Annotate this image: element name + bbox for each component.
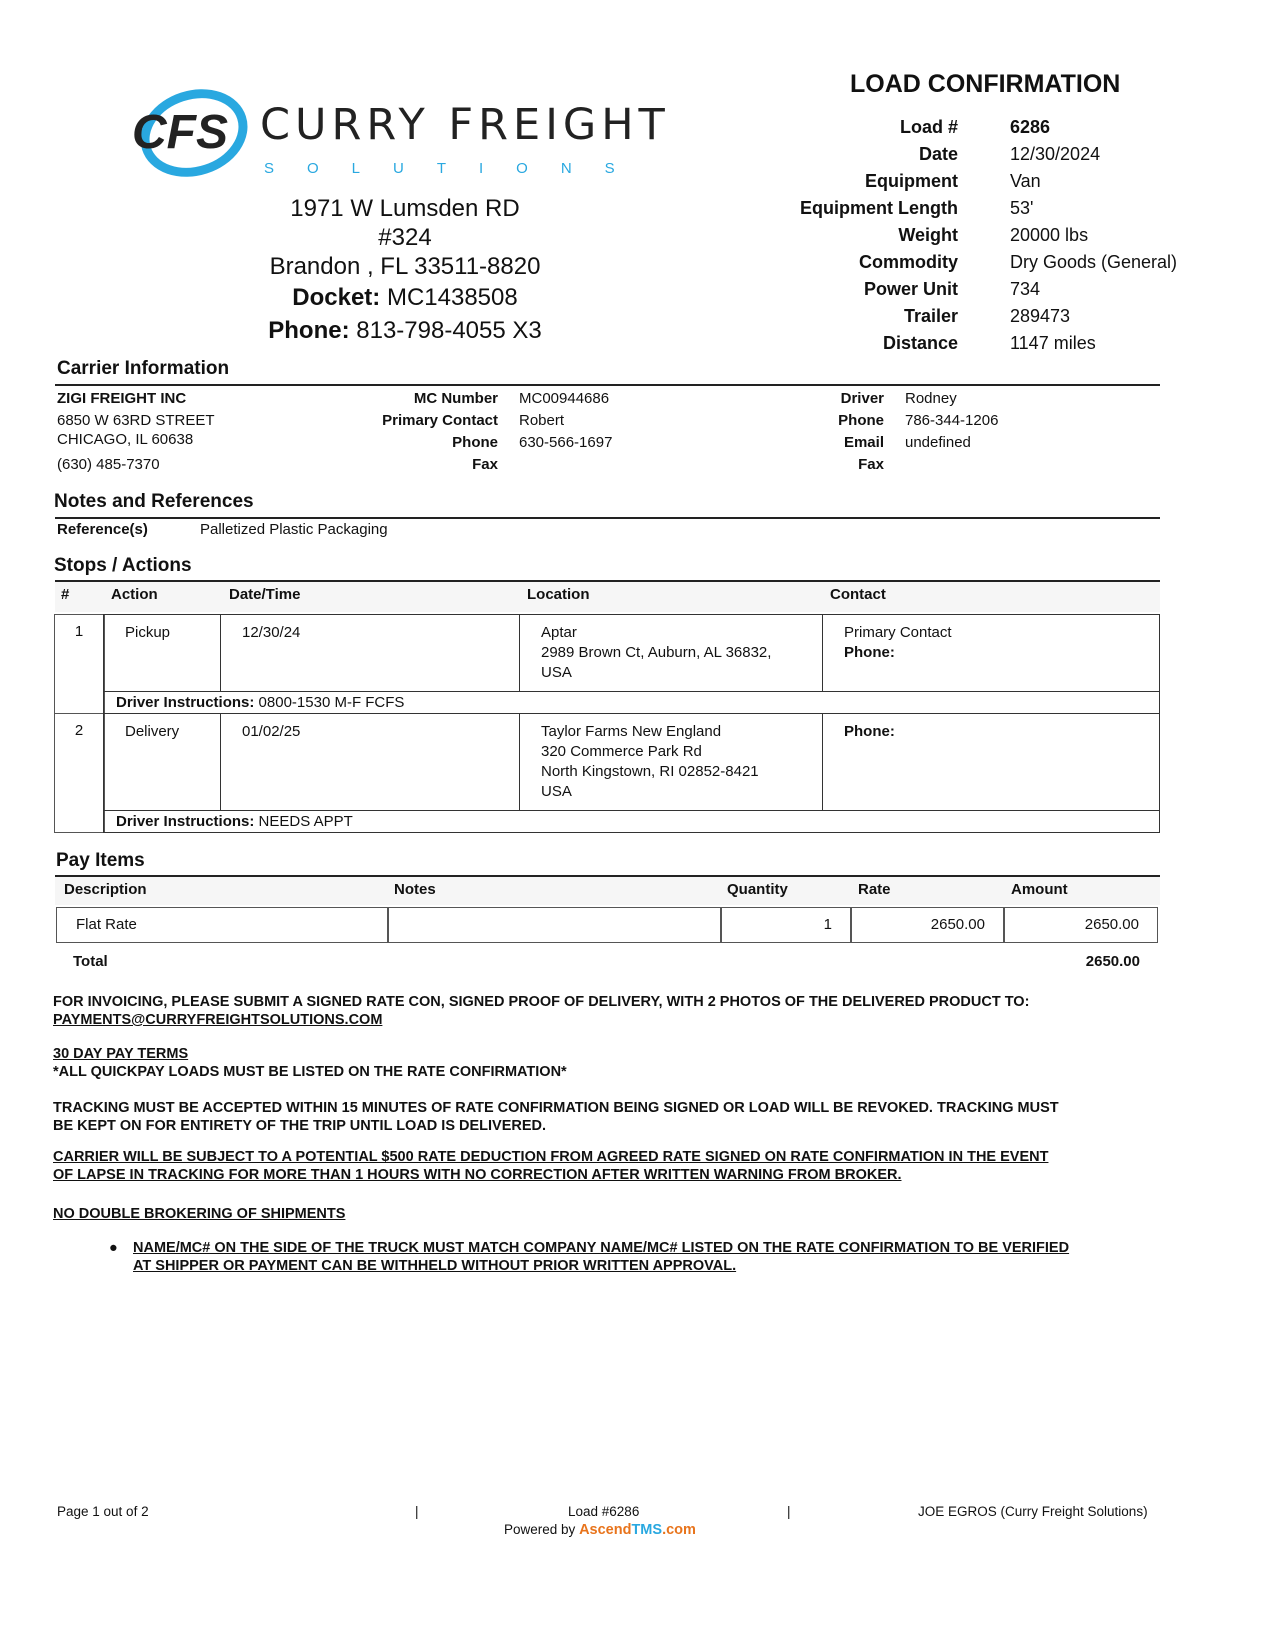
terms-tracking-2: BE KEPT ON FOR ENTIRETY OF THE TRIP UNTIL LOAD IS DELIVERED. (53, 1118, 547, 1134)
pay-item-amount: 2650.00 (1003, 907, 1158, 943)
terms-email: PAYMENTS@CURRYFREIGHTSOLUTIONS.COM (53, 1012, 383, 1028)
carrier-divider (55, 384, 1160, 386)
load-field-value: 20000 lbs (1010, 225, 1089, 245)
load-field-label: Power Unit (863, 279, 958, 299)
carrier-city: CHICAGO, IL 60638 (57, 431, 194, 448)
carrier-right-values (905, 388, 998, 476)
load-field-label: Weight (898, 225, 958, 245)
load-field-value: Van (1010, 171, 1041, 191)
carrier-mid-values (519, 388, 612, 476)
load-field-value: 734 (1010, 279, 1041, 299)
company-suite: #324 (378, 224, 432, 251)
stops-header-contact: Contact (830, 586, 886, 603)
carrier-field-value: 630-566-1697 (519, 434, 613, 451)
stops-header-num: # (61, 586, 70, 603)
stops-section-title: Stops / Actions (54, 555, 192, 576)
pay-item-rate: 2650.00 (850, 907, 1005, 943)
footer-page: Page 1 out of 2 (57, 1504, 149, 1519)
company-city: Brandon , FL 33511-8820 (269, 253, 541, 280)
terms-tracking-1: TRACKING MUST BE ACCEPTED WITHIN 15 MINUTES OF RATE CONFIRMATION BEING SIGNED OR LOAD WILL BE REVOKED. TRACKING MUST (53, 1100, 1059, 1116)
driver-field-label: Phone (838, 412, 884, 429)
carrier-field-value (519, 454, 612, 476)
terms-block (53, 993, 1163, 1275)
terms-double-brokering: NO DOUBLE BROKERING OF SHIPMENTS (53, 1206, 346, 1222)
driver-field-value: undefined (905, 434, 971, 451)
stop-1-action: Pickup (103, 614, 221, 692)
company-address (220, 194, 590, 347)
load-field-row (740, 222, 1177, 249)
footer-sep-2: | (787, 1504, 791, 1519)
stops-header-datetime: Date/Time (229, 586, 301, 603)
bullet-icon: ● (109, 1240, 118, 1256)
stop-2-action: Delivery (103, 713, 221, 811)
pay-header-quantity: Quantity (727, 881, 788, 898)
carrier-street: 6850 W 63RD STREET (57, 412, 215, 429)
terms-bullet (53, 1239, 1163, 1275)
carrier-field-label: Fax (472, 456, 498, 473)
load-field-row (740, 141, 1177, 168)
load-field-value: Dry Goods (General) (1010, 252, 1178, 272)
pay-item-quantity: 1 (720, 907, 852, 943)
load-field-value: 1147 miles (1010, 333, 1096, 353)
carrier-address (57, 388, 215, 476)
load-field-label: Equipment Length (800, 198, 958, 218)
terms-quickpay: *ALL QUICKPAY LOADS MUST BE LISTED ON THE RATE CONFIRMATION* (53, 1064, 567, 1080)
stop-2-number: 2 (74, 722, 84, 739)
carrier-phone: (630) 485-7370 (57, 456, 160, 473)
ascend-logo-text: Ascend (579, 1522, 632, 1538)
carrier-field-value: Robert (519, 412, 565, 429)
load-field-label: Trailer (903, 306, 958, 326)
carrier-field-value: MC00944686 (519, 390, 610, 407)
load-field-row (740, 330, 1177, 357)
stops-header-action: Action (111, 586, 158, 603)
terms-deduction-2: OF LAPSE IN TRACKING FOR MORE THAN 1 HOURS WITH NO CORRECTION AFTER WRITTEN WARNING FROM BROKER. (53, 1167, 902, 1183)
load-field-row (740, 276, 1177, 303)
company-docket: Docket: MC1438508 (292, 284, 518, 311)
company-phone: Phone: 813-798-4055 X3 (268, 317, 542, 344)
carrier-field-label: Phone (452, 434, 498, 451)
load-field-label: Load # (899, 117, 958, 137)
terms-bullet-line-1: NAME/MC# ON THE SIDE OF THE TRUCK MUST MATCH COMPANY NAME/MC# LISTED ON THE RATE CONFIRMATION TO BE VERIFIED (133, 1240, 1070, 1256)
load-field-row (740, 195, 1177, 222)
brand-subline: SOLUTIONS (264, 160, 648, 177)
pay-header-description: Description (64, 881, 147, 898)
footer-load: Load #6286 (568, 1504, 640, 1519)
stop-2-instructions: Driver Instructions: NEEDS APPT (103, 810, 1160, 833)
pay-total-label: Total (73, 953, 108, 970)
footer-sep-1: | (415, 1504, 419, 1519)
stop-2-contact-phone-label: Phone: (844, 723, 895, 740)
carrier-name: ZIGI FREIGHT INC (57, 390, 187, 407)
driver-field-label: Fax (858, 456, 884, 473)
terms-deduction-1: CARRIER WILL BE SUBJECT TO A POTENTIAL $500 RATE DEDUCTION FROM AGREED RATE SIGNED ON RATE CONFIRMATION IN THE EVENT (53, 1149, 1049, 1165)
footer-user: JOE EGROS (Curry Freight Solutions) (918, 1504, 1148, 1519)
driver-field-value: Rodney (905, 390, 957, 407)
pay-item-description: Flat Rate (56, 907, 389, 943)
driver-field-value: 786-344-1206 (905, 412, 999, 429)
load-field-row (740, 114, 1177, 141)
driver-field-value (905, 454, 998, 476)
stop-1-contact-phone-label: Phone: (844, 644, 895, 661)
svg-text:CFS: CFS (132, 106, 228, 159)
company-street: 1971 W Lumsden RD (290, 195, 520, 222)
stop-1-instructions: Driver Instructions: 0800-1530 M-F FCFS (103, 691, 1160, 714)
notes-section-title: Notes and References (54, 491, 254, 512)
load-field-value: 12/30/2024 (1010, 144, 1101, 164)
stop-1-contact (822, 614, 1160, 692)
company-logo (128, 78, 688, 188)
pay-item-notes (387, 907, 722, 943)
stop-1-number: 1 (74, 623, 84, 640)
load-field-value: 53' (1010, 198, 1034, 218)
cfs-logo-icon (128, 78, 253, 188)
stops-header-bar (55, 582, 1160, 612)
terms-bullet-line-2: AT SHIPPER OR PAYMENT CAN BE WITHHELD WITHOUT PRIOR WRITTEN APPROVAL. (133, 1258, 737, 1274)
load-details (740, 114, 1177, 357)
stop-1-contact-name: Primary Contact (844, 624, 952, 641)
carrier-field-label: MC Number (413, 390, 498, 407)
carrier-mid-labels (340, 388, 498, 476)
reference-label: Reference(s) (57, 521, 148, 538)
load-confirmation-title: LOAD CONFIRMATION (850, 70, 1121, 98)
terms-pay-terms: 30 DAY PAY TERMS (53, 1046, 189, 1062)
stop-2-location: Taylor Farms New England 320 Commerce Park Rd North Kingstown, RI 02852-8421 USA (519, 713, 823, 811)
load-field-label: Date (918, 144, 958, 164)
footer-powered: Powered by AscendTMS.com (504, 1522, 696, 1538)
carrier-field-label: Primary Contact (382, 412, 498, 429)
pay-header-rate: Rate (858, 881, 891, 898)
pay-header-bar (55, 877, 1160, 905)
load-field-row (740, 168, 1177, 195)
stop-2-contact (822, 713, 1160, 811)
load-field-row (740, 249, 1177, 276)
stop-1-location: Aptar 2989 Brown Ct, Auburn, AL 36832, USA (519, 614, 823, 692)
pay-header-amount: Amount (1011, 881, 1068, 898)
load-field-label: Equipment (865, 171, 958, 191)
carrier-right-labels (780, 388, 884, 476)
driver-field-label: Driver (840, 390, 884, 407)
pay-section-title: Pay Items (56, 850, 145, 871)
stop-1-date: 12/30/24 (220, 614, 520, 692)
carrier-section-title: Carrier Information (57, 358, 230, 379)
stop-2-date: 01/02/25 (220, 713, 520, 811)
stops-header-location: Location (527, 586, 590, 603)
load-field-value: 289473 (1010, 306, 1071, 326)
load-field-label: Commodity (859, 252, 958, 272)
brand-name: CURRY FREIGHT (260, 100, 670, 150)
driver-field-label: Email (843, 434, 884, 451)
terms-invoice-line: FOR INVOICING, PLEASE SUBMIT A SIGNED RATE CON, SIGNED PROOF OF DELIVERY, WITH 2 PHOTOS OF THE DELIVERED PRODUCT TO: (53, 994, 1030, 1010)
load-field-row (740, 303, 1177, 330)
pay-total-value: 2650.00 (1085, 953, 1140, 970)
reference-value: Palletized Plastic Packaging (200, 521, 388, 538)
load-field-value: 6286 (1010, 117, 1051, 137)
pay-header-notes: Notes (394, 881, 436, 898)
load-field-label: Distance (882, 333, 958, 353)
